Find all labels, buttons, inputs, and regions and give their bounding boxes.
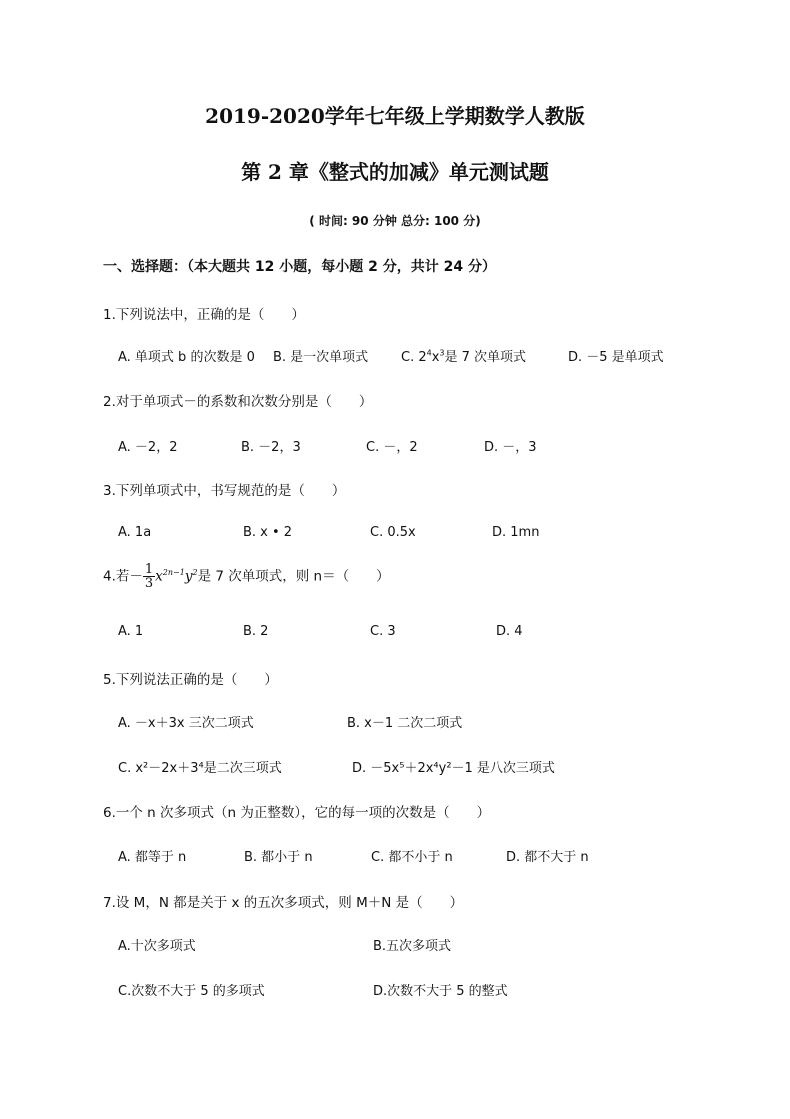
q3-option-d[interactable]: D. 1mn xyxy=(492,525,540,540)
q6-option-b[interactable]: B. 都小于 n xyxy=(244,850,313,865)
q2-option-a[interactable]: A. －2，2 xyxy=(118,440,178,455)
question-3-stem: 3.下列单项式中，书写规范的是（ ） xyxy=(103,483,346,499)
q4-fraction xyxy=(143,563,155,590)
q7-option-b[interactable]: B.五次多项式 xyxy=(373,939,452,954)
q7-option-c[interactable]: C.次数不大于 5 的多项式 xyxy=(118,984,265,999)
q3-option-b[interactable]: B. x • 2 xyxy=(243,525,293,540)
q1-c-post: 是 7 次单项式 xyxy=(444,350,527,365)
q5-option-c[interactable]: C. x²－2x＋3⁴是二次三项式 xyxy=(118,761,282,776)
q4-option-d[interactable]: D. 4 xyxy=(496,624,523,639)
q6-option-a[interactable]: A. 都等于 n xyxy=(118,850,187,865)
question-1-stem: 1.下列说法中，正确的是（ ） xyxy=(103,307,305,323)
q4-exp-y: 2 xyxy=(192,568,198,577)
q3-option-c[interactable]: C. 0.5x xyxy=(370,525,416,540)
page-title: 2019-2020学年七年级上学期数学人教版 xyxy=(205,104,585,128)
q4-stem-pre: 4.若－ xyxy=(103,568,143,585)
q2-option-c[interactable]: C. －，2 xyxy=(366,440,418,455)
q2-option-d[interactable]: D. －，3 xyxy=(484,440,537,455)
question-5-options-row2 xyxy=(118,757,758,777)
q4-stem-post: 是 7 次单项式，则 n＝（ ） xyxy=(197,568,390,585)
q4-frac-num: 1 xyxy=(144,562,154,577)
q7-option-a[interactable]: A.十次多项式 xyxy=(118,939,196,954)
q1-c-sup1: 4 xyxy=(426,348,432,358)
question-2-stem: 2.对于单项式－的系数和次数分别是（ ） xyxy=(103,394,373,410)
q7-option-d[interactable]: D.次数不大于 5 的整式 xyxy=(373,984,508,999)
q4-var-x: x xyxy=(155,568,163,585)
q5-option-b[interactable]: B. x－1 二次二项式 xyxy=(347,716,463,731)
question-6-stem: 6.一个 n 次多项式（n 为正整数），它的每一项的次数是（ ） xyxy=(103,805,491,821)
q1-c-sup2: 3 xyxy=(439,348,445,358)
q4-var-y: y xyxy=(184,568,193,585)
question-4-options xyxy=(118,624,758,644)
question-7-options-row2 xyxy=(118,980,758,1000)
q1-option-a[interactable]: A. 单项式 b 的次数是 0 xyxy=(118,350,255,365)
q4-option-b[interactable]: B. 2 xyxy=(243,624,269,639)
q5-option-d[interactable]: D. －5x⁵＋2x⁴y²－1 是八次三项式 xyxy=(352,761,555,776)
q1-option-c[interactable] xyxy=(401,346,526,365)
q6-option-d[interactable]: D. 都不大于 n xyxy=(506,850,589,865)
question-7-options-row1 xyxy=(118,935,758,955)
page-subtitle: 第 2 章《整式的加减》单元测试题 xyxy=(241,160,549,184)
question-3-options xyxy=(118,525,758,545)
q5-option-a[interactable]: A. －x＋3x 三次二项式 xyxy=(118,716,254,731)
q4-option-a[interactable]: A. 1 xyxy=(118,624,144,639)
q1-option-d[interactable]: D. －5 是单项式 xyxy=(568,350,664,365)
question-5-options-row1 xyxy=(118,712,758,732)
question-4-stem xyxy=(103,563,390,590)
q2-option-b[interactable]: B. －2，3 xyxy=(241,440,301,455)
q1-option-b[interactable]: B. 是一次单项式 xyxy=(273,350,369,365)
q4-frac-den: 3 xyxy=(144,576,154,591)
q1-c-pre: C. 2 xyxy=(401,350,427,365)
question-2-options xyxy=(118,436,758,456)
q6-option-c[interactable]: C. 都不小于 n xyxy=(371,850,453,865)
q4-option-c[interactable]: C. 3 xyxy=(370,624,396,639)
q4-exp-x: 2n−1 xyxy=(162,568,185,577)
question-7-stem: 7.设 M，N 都是关于 x 的五次多项式，则 M＋N 是（ ） xyxy=(103,895,464,911)
q1-c-mid: x xyxy=(431,350,440,365)
question-1-options xyxy=(118,346,758,366)
exam-meta: ( 时间: 90 分钟 总分: 100 分) xyxy=(309,214,481,228)
question-6-options xyxy=(118,846,758,866)
question-5-stem: 5.下列说法正确的是（ ） xyxy=(103,672,278,688)
q3-option-a[interactable]: A. 1a xyxy=(118,525,152,540)
section-heading: 一、选择题：（本大题共 12 小题，每小题 2 分，共计 24 分） xyxy=(103,259,496,275)
